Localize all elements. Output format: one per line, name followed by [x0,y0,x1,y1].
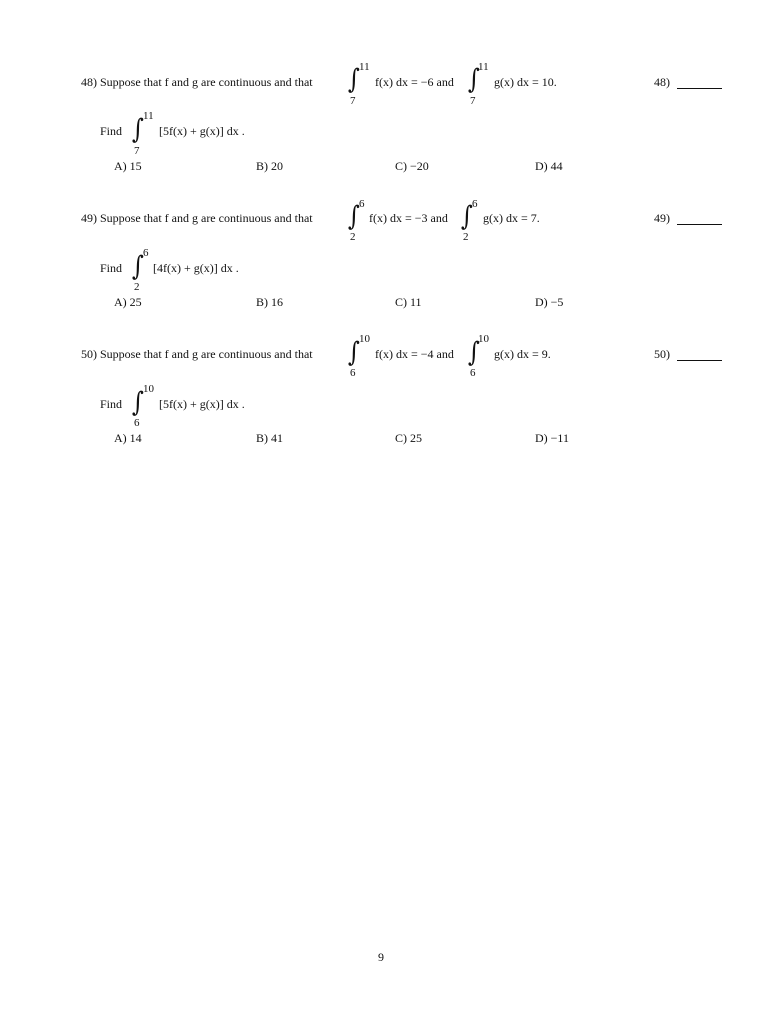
lower-limit: 6 [470,367,476,379]
choice-c: C) 25 [395,431,422,445]
integral-expression: f(x) dx = −4 and [375,347,454,361]
choice-a: A) 14 [114,431,142,445]
integral-expression: f(x) dx = −6 and [375,75,454,89]
integral-sign-icon: ∫ [468,337,481,368]
choice-b: B) 16 [256,295,283,309]
upper-limit: 11 [478,61,489,73]
integral-sign-icon: ∫ [461,201,474,232]
choice-a: A) 25 [114,295,142,309]
upper-limit: 6 [143,247,149,259]
problem-statement: Suppose that f and g are continuous and that [100,347,313,361]
upper-limit: 11 [143,110,154,122]
choice-d: D) −11 [535,431,569,445]
integral-expression: [5f(x) + g(x)] dx . [159,397,245,411]
integral-expression: g(x) dx = 7. [483,211,540,225]
problem-statement: Suppose that f and g are continuous and that [100,75,313,89]
integral-sign-icon: ∫ [348,201,361,232]
integral-expression: f(x) dx = −3 and [369,211,448,225]
problem-number: 48) [81,75,97,89]
answer-blank[interactable] [677,224,722,225]
integral-expression: g(x) dx = 10. [494,75,557,89]
problem-number: 50) [81,347,97,361]
integral-sign-icon: ∫ [348,64,361,95]
upper-limit: 6 [359,198,365,210]
lower-limit: 2 [463,231,469,243]
lower-limit: 6 [350,367,356,379]
choice-c: C) 11 [395,295,422,309]
integral-expression: [4f(x) + g(x)] dx . [153,261,239,275]
find-label: Find [100,261,123,275]
lower-limit: 2 [134,281,140,293]
integral-expression: [5f(x) + g(x)] dx . [159,124,245,138]
upper-limit: 11 [359,61,370,73]
answer-label: 49) [654,211,670,225]
lower-limit: 7 [470,95,476,107]
upper-limit: 10 [478,333,489,345]
answer-blank[interactable] [677,88,722,89]
integral-expression: g(x) dx = 9. [494,347,551,361]
choice-d: D) −5 [535,295,564,309]
choice-c: C) −20 [395,159,429,173]
integral-sign-icon: ∫ [348,337,361,368]
choice-a: A) 15 [114,159,142,173]
integral-sign-icon: ∫ [132,387,145,418]
choice-b: B) 41 [256,431,283,445]
answer-blank[interactable] [677,360,722,361]
lower-limit: 7 [134,145,140,157]
problem-number: 49) [81,211,97,225]
integral-sign-icon: ∫ [468,64,481,95]
find-label: Find [100,397,123,411]
choice-b: B) 20 [256,159,283,173]
choice-d: D) 44 [535,159,563,173]
find-label: Find [100,124,123,138]
upper-limit: 6 [472,198,478,210]
page-number: 9 [378,950,384,964]
lower-limit: 7 [350,95,356,107]
upper-limit: 10 [359,333,370,345]
integral-sign-icon: ∫ [132,251,145,282]
lower-limit: 2 [350,231,356,243]
upper-limit: 10 [143,383,154,395]
problem-statement: Suppose that f and g are continuous and that [100,211,313,225]
lower-limit: 6 [134,417,140,429]
answer-label: 50) [654,347,670,361]
integral-sign-icon: ∫ [132,114,145,145]
answer-label: 48) [654,75,670,89]
